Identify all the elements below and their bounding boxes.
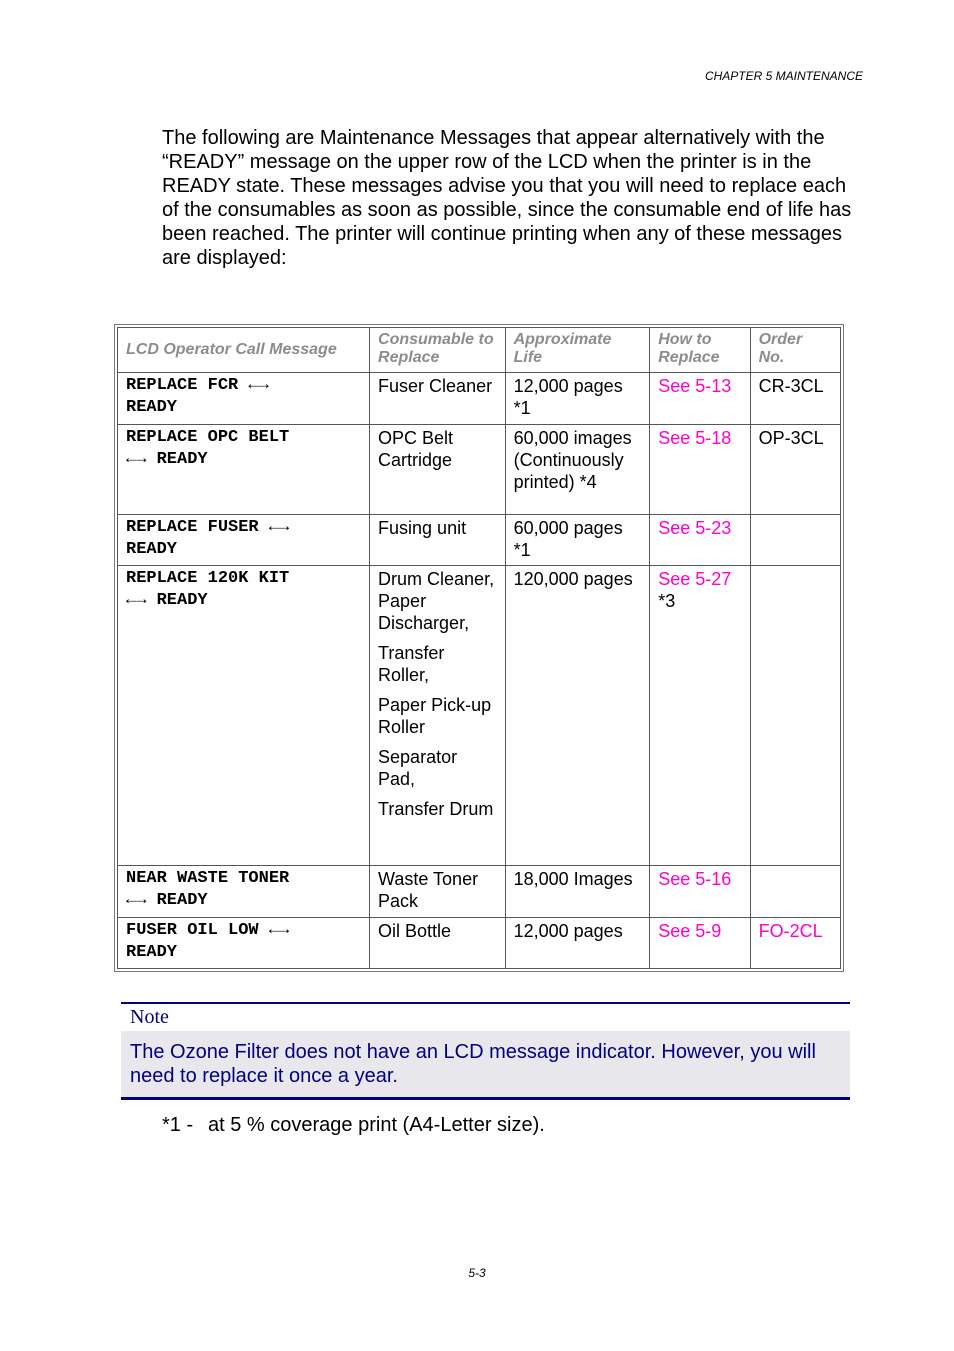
footnote-number: *1 - [162,1114,194,1136]
consumable-item: OPC Belt Cartridge [378,428,454,470]
footnote [162,1114,545,1137]
consumable-item: Oil Bottle [378,921,452,941]
consumable-item: Paper Pick-up Roller [378,695,492,737]
how-to-replace-link[interactable]: See 5-18 [650,425,750,515]
consumable-item: Transfer Roller, [378,643,445,685]
order-number [750,566,840,866]
chapter-header: CHAPTER 5 MAINTENANCE [704,69,863,83]
consumable-item: Fuser Cleaner [378,376,493,396]
approximate-life: 12,000 pages [505,918,650,969]
approximate-life: 120,000 pages [505,566,650,866]
table-row [118,425,841,515]
order-number [750,866,840,918]
consumable-item: Fusing unit [378,518,467,538]
how-to-replace-link[interactable]: See 5-16 [650,866,750,918]
how-to-replace-link[interactable]: See 5-27 [658,569,732,589]
order-number [750,515,840,566]
approximate-life: 60,000 images (Continuously printed) *4 [505,425,650,515]
consumable-item: Transfer Drum [378,799,494,819]
lcd-message: REPLACE FCR ←→ READY [118,373,370,425]
consumable [370,425,506,515]
order-number: CR-3CL [750,373,840,425]
consumable [370,918,506,969]
order-number-link[interactable]: FO-2CL [750,918,840,969]
lcd-message: NEAR WASTE TONER ←→ READY [118,866,370,918]
table-row [118,866,841,918]
maintenance-messages-table [114,324,844,972]
how-to-replace-link[interactable]: See 5-9 [650,918,750,969]
approximate-life: 18,000 Images [505,866,650,918]
how-to-replace-link[interactable]: See 5-23 [650,515,750,566]
page-number: 5-3 [468,1266,486,1280]
table-row [118,515,841,566]
col-header-consumable: Consumable to Replace [370,328,506,373]
consumable-item: Waste Toner Pack [378,869,479,911]
consumable [370,566,506,866]
lcd-message: REPLACE 120K KIT ←→ READY [118,566,370,866]
note-title: Note [130,1006,169,1028]
note-text: The Ozone Filter does not have an LCD message indicator. However, you will need to replace it once a year. [121,1031,850,1097]
approximate-life: 60,000 pages *1 [505,515,650,566]
table-row [118,566,841,866]
table-row [118,373,841,425]
how-to-replace [650,566,750,866]
consumable-item: Separator Pad, [378,747,458,789]
consumable [370,866,506,918]
consumable [370,373,506,425]
lcd-message: FUSER OIL LOW ←→ READY [118,918,370,969]
intro-paragraph: The following are Maintenance Messages that appear alternatively with the “READY” message on the upper row of the LCD when the printer is in the READY state. These messages advise you that you will need to replace each of the consumables as soon as possible, since the consumable end of life has been reached. The printer will continue printing when any of these messages are displayed: [162,127,852,269]
table-header-row [118,328,841,373]
col-header-how: How to Replace [650,328,750,373]
approximate-life: 12,000 pages *1 [505,373,650,425]
order-number: OP-3CL [750,425,840,515]
note-box [121,1002,850,1100]
lcd-message: REPLACE OPC BELT ←→ READY [118,425,370,515]
consumable-item: Drum Cleaner, Paper Discharger, [378,569,495,633]
col-header-message: LCD Operator Call Message [118,328,370,373]
how-to-replace-note: *3 [658,591,676,611]
col-header-order: Order No. [750,328,840,373]
col-header-life: Approximate Life [505,328,650,373]
consumable [370,515,506,566]
lcd-message: REPLACE FUSER ←→ READY [118,515,370,566]
how-to-replace-link[interactable]: See 5-13 [650,373,750,425]
table-row [118,918,841,969]
footnote-text: at 5 % coverage print (A4-Letter size). [208,1114,545,1136]
